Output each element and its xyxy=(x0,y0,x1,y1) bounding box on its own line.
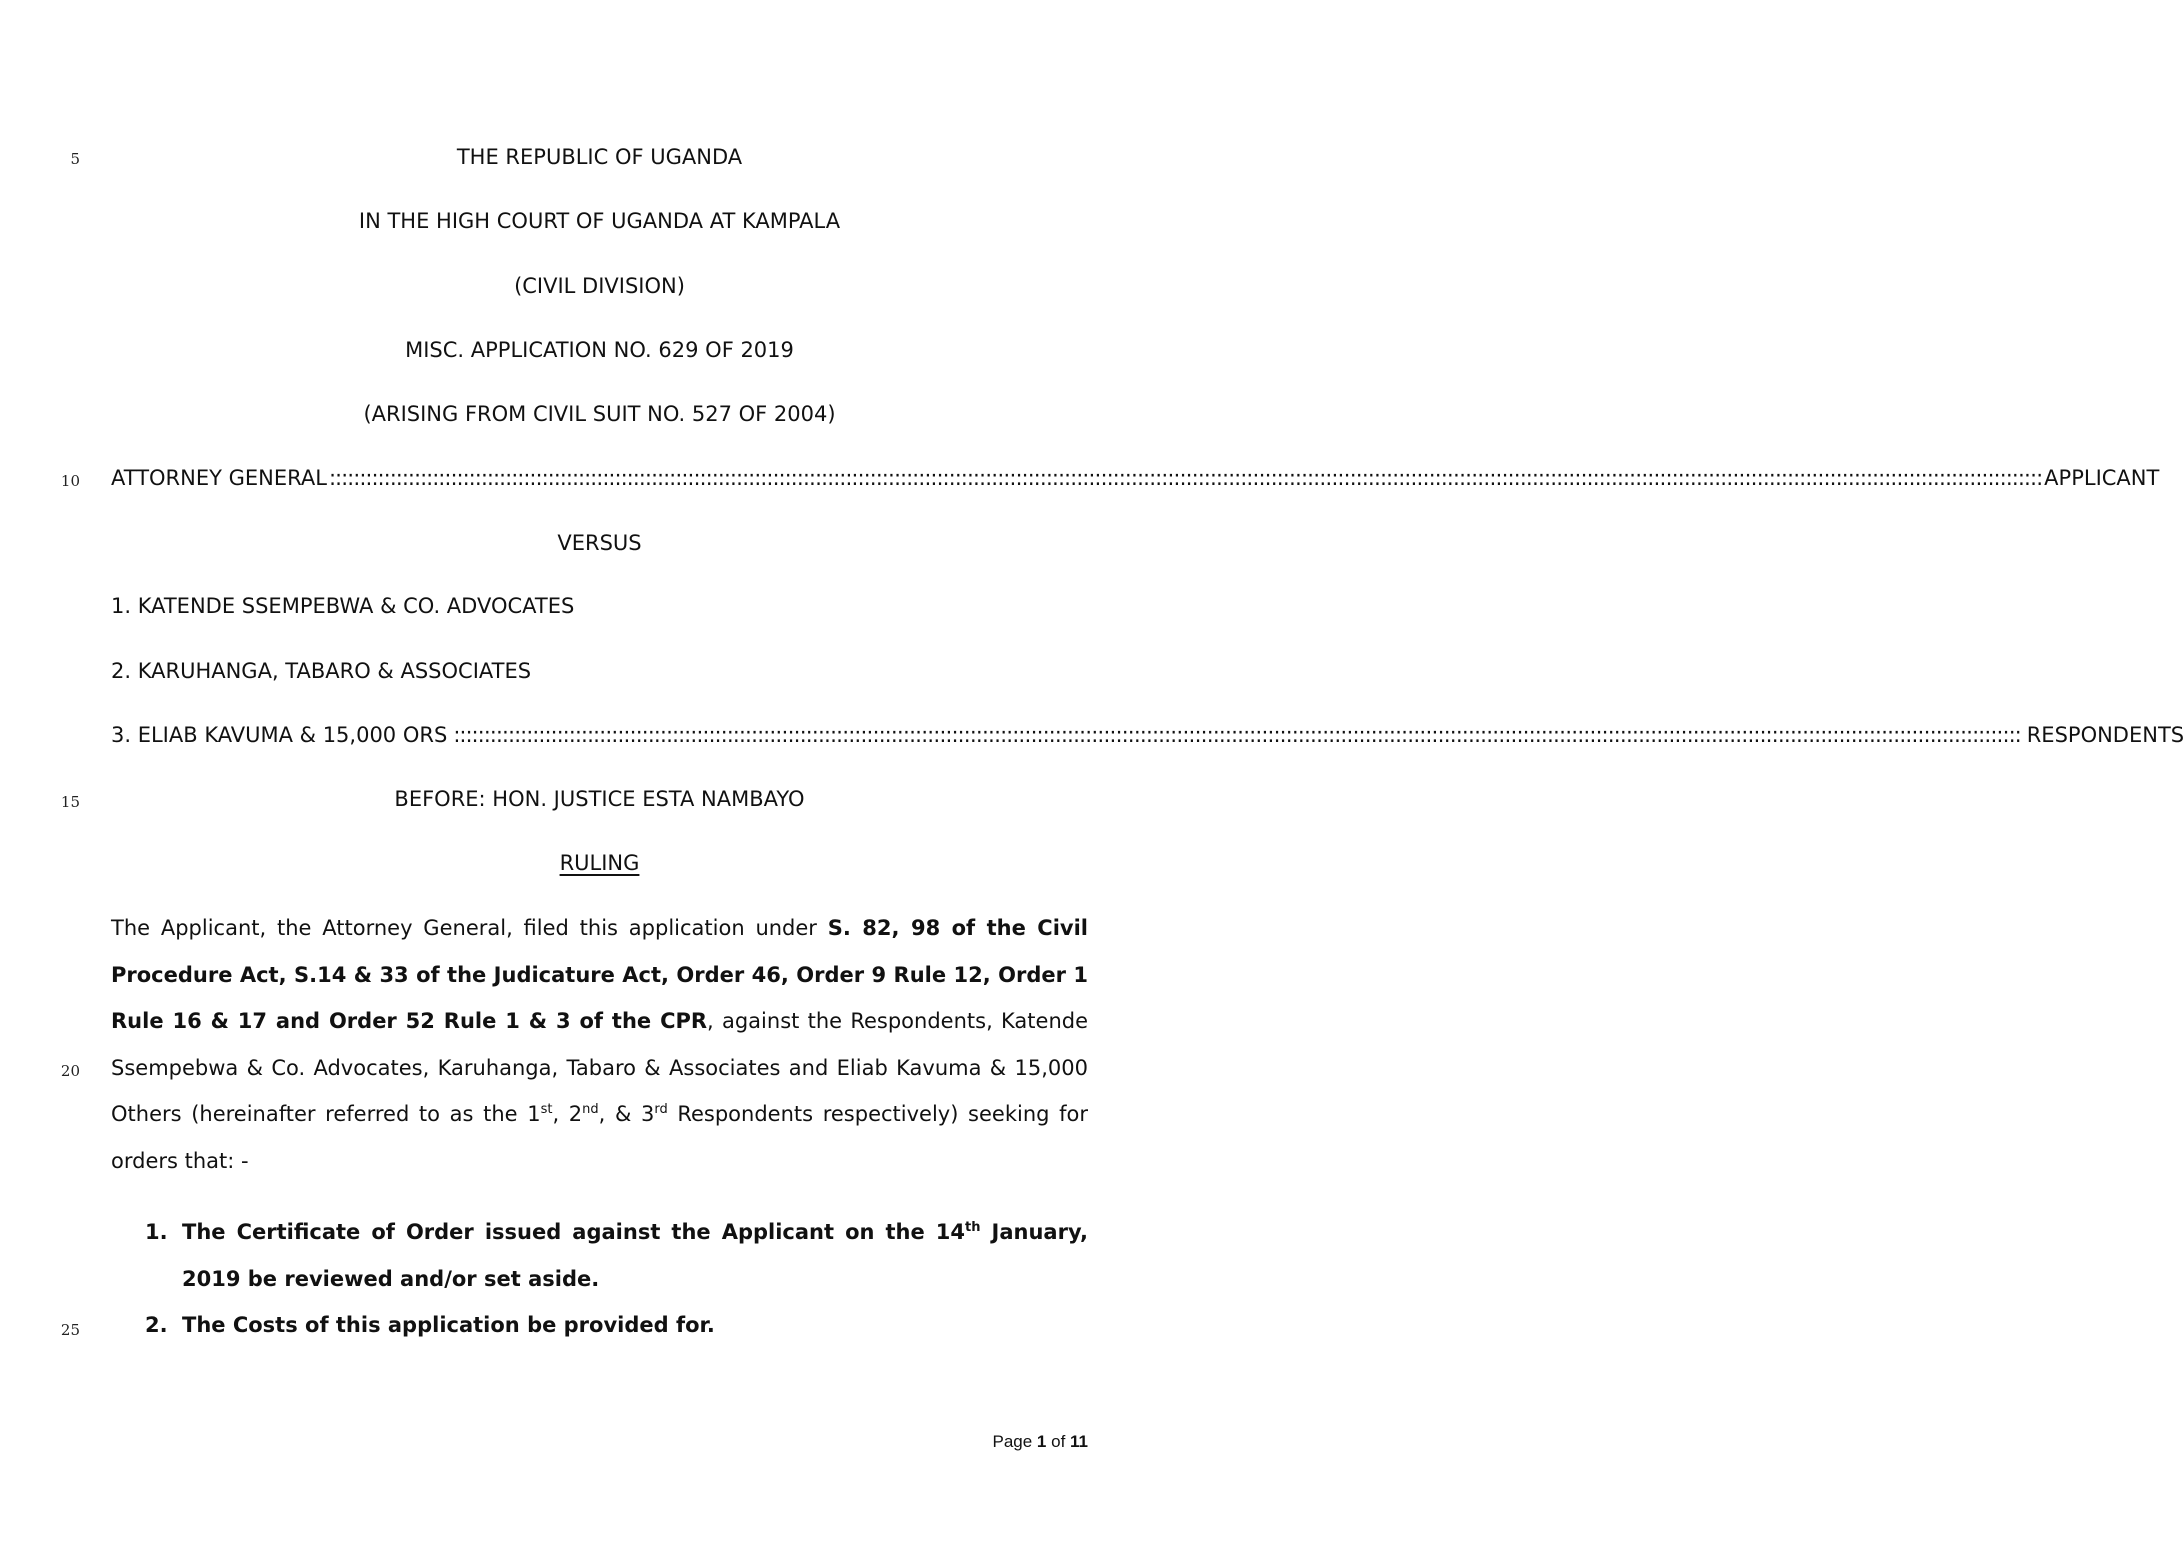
superscript: th xyxy=(965,1220,981,1235)
colon-leader: :::::::::::::::::::::::::::::::::::::::::::::::::::::::::::::::::::::::::::::::::::::::::::::::::::::::::::::::::::::::::::::::::::::::::::::::::::::::::::::::::::::::::::::::::::::::::::::::::::::::::::::::::::::::::::::::::::::::::::::::::::::::::::::::::::::::::::::::::::::::::: xyxy=(328,466,2043,490)
court-heading: IN THE HIGH COURT OF UGANDA AT KAMPALA xyxy=(358,209,841,233)
paragraph-text: Respondents respectively) seeking for orders that: - xyxy=(111,1102,1088,1173)
line-number: 25 xyxy=(60,1321,80,1339)
line-number: 20 xyxy=(60,1062,80,1080)
application-number: MISC. APPLICATION NO. 629 OF 2019 xyxy=(405,338,794,362)
paragraph-text: , 2 xyxy=(552,1102,583,1127)
ruling-title-text: RULING xyxy=(559,851,640,875)
order-item-2 xyxy=(145,1302,1088,1349)
line-number: 10 xyxy=(60,472,80,490)
paragraph-text: , & 3 xyxy=(598,1102,655,1127)
respondent-role: RESPONDENTS xyxy=(2026,723,2184,747)
colon-leader: :::::::::::::::::::::::::::::::::::::::::::::::::::::::::::::::::::::::::::::::::::::::::::::::::::::::::::::::::::::::::::::::::::::::::::::::::::::::::::::::::::::::::::::::::::::::::::::::::::::::::::::::::::::::::::::::::::::::::::::::::::::::::::::::::: xyxy=(453,723,2021,747)
paragraph-text: , against the Respondents, Katende Ssempebwa & Co. Advocates, Karuhanga, Tabaro & Associates and Eliab Kavuma & 15,000 Others (hereinafter referred to as the 1 xyxy=(111,1009,1088,1127)
line-number: 15 xyxy=(60,793,80,811)
page-number: 1 xyxy=(1036,1432,1047,1451)
respondent-2: 2. KARUHANGA, TABARO & ASSOCIATES xyxy=(111,659,532,683)
paragraph-legal-basis: S. 82, 98 of the Civil Procedure Act, S.14 & 33 of the Judicature Act, Order 46, Order 9 Rule 12, Order 1 Rule 16 & 17 and Order 52 Rule 1 & 3 of the CPR xyxy=(111,916,1088,1034)
arising-from: (ARISING FROM CIVIL SUIT NO. 527 OF 2004) xyxy=(363,402,836,426)
page-footer: Page 1 of 11 xyxy=(992,1432,1088,1451)
ruling-paragraph xyxy=(111,905,1088,1185)
paragraph-text: The Applicant, the Attorney General, filed this application under xyxy=(111,916,828,940)
applicant-name: ATTORNEY GENERAL xyxy=(111,466,327,490)
division-heading: (CIVIL DIVISION) xyxy=(514,274,685,298)
superscript: nd xyxy=(582,1102,599,1118)
respondent-3-line xyxy=(111,720,2184,750)
page-total: 11 xyxy=(1070,1432,1088,1451)
applicant-line xyxy=(111,463,2160,493)
order-item-1 xyxy=(145,1209,1088,1302)
order-text: The Certificate of Order issued against the Applicant on the 14th January, 2019 be reviewed and/or set aside. xyxy=(182,1220,1088,1291)
applicant-role: APPLICANT xyxy=(2044,466,2160,490)
superscript: rd xyxy=(654,1102,668,1118)
order-text: The Costs of this application be provided for. xyxy=(182,1313,715,1337)
respondent-1: 1. KATENDE SSEMPEBWA & CO. ADVOCATES xyxy=(111,594,575,618)
respondent-3-name: 3. ELIAB KAVUMA & 15,000 ORS xyxy=(111,723,448,747)
line-number: 5 xyxy=(70,150,80,168)
superscript: st xyxy=(540,1102,553,1118)
versus-heading: VERSUS xyxy=(557,531,642,555)
order-number: 1. xyxy=(145,1220,168,1244)
republic-heading: THE REPUBLIC OF UGANDA xyxy=(456,145,743,169)
before-judge: BEFORE: HON. JUSTICE ESTA NAMBAYO xyxy=(394,787,805,811)
ruling-title xyxy=(111,848,1088,878)
order-number: 2. xyxy=(145,1313,168,1337)
